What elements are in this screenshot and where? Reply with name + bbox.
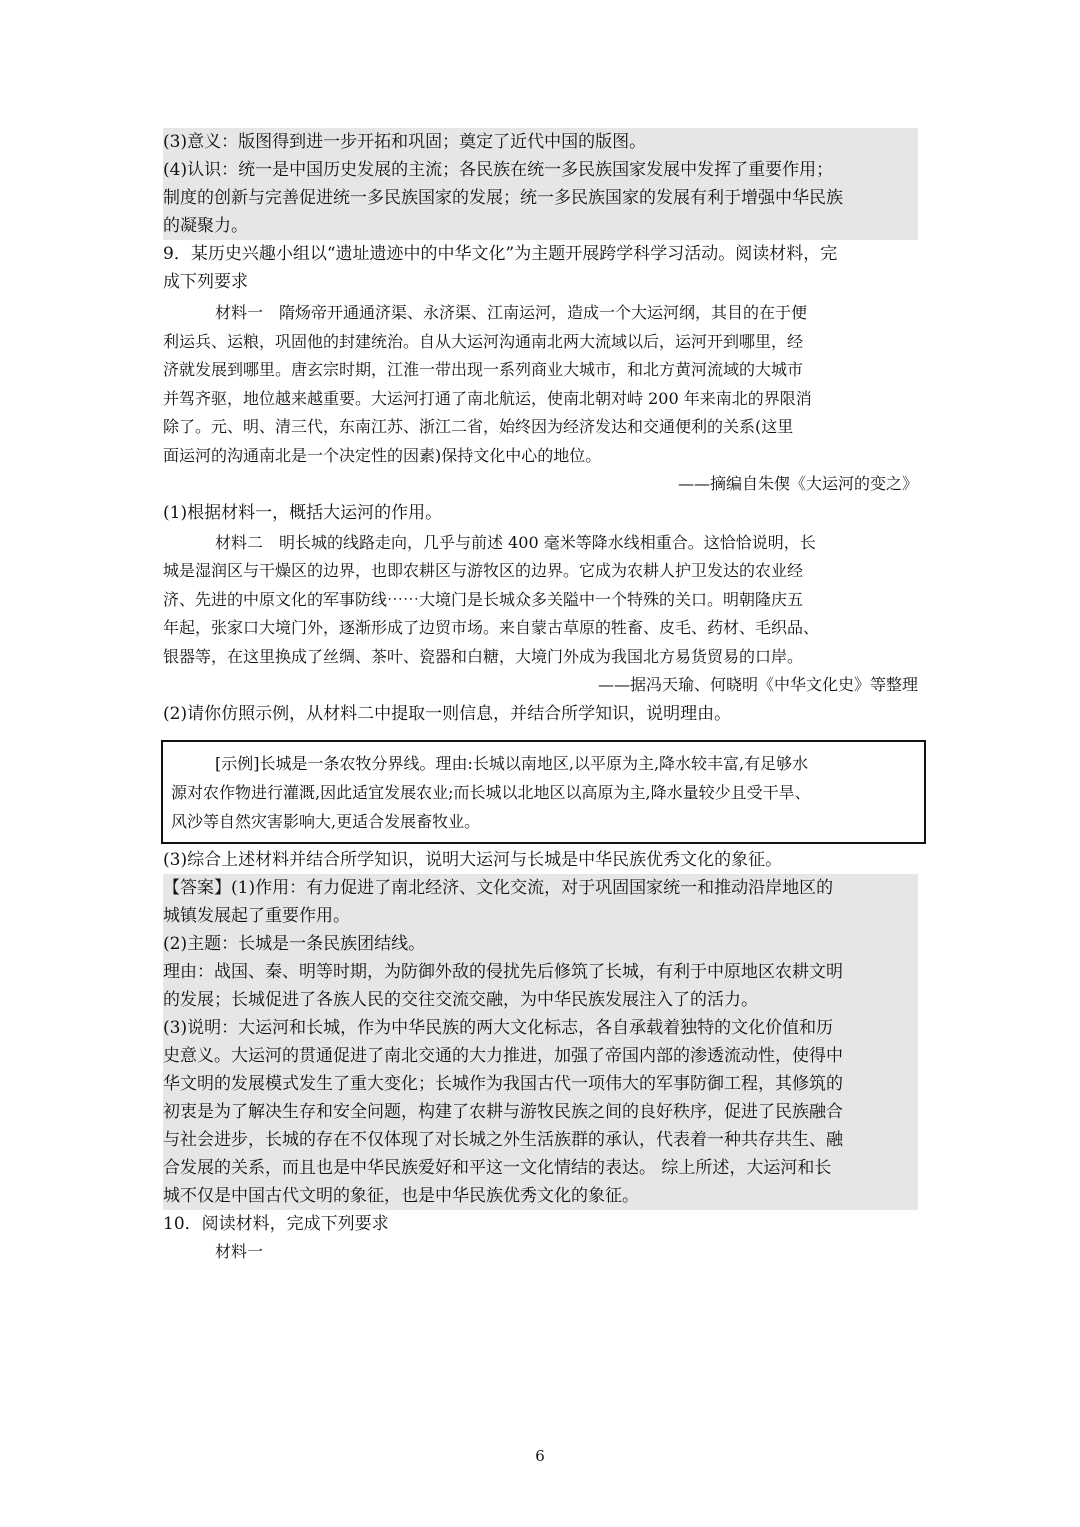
question-10: [163, 1210, 918, 1267]
material-line: 济、先进的中原文化的军事防线⋯⋯大境门是长城众多关隘中一个特殊的关口。明朝隆庆五: [163, 589, 804, 609]
sub-question: (1)根据材料一，概括大运河的作用。: [163, 502, 443, 523]
answer-line: 华文明的发展模式发生了重大变化；长城作为我国古代一项伟大的军事防御工程，其修筑的: [163, 1070, 918, 1098]
answer-line: 城不仅是中国古代文明的象征，也是中华民族优秀文化的象征。: [163, 1182, 918, 1210]
answer-line: 【答案】(1)作用：有力促进了南北经济、文化交流，对于巩固国家统一和推动沿岸地区的: [163, 874, 918, 902]
sub-question: (3)综合上述材料并结合所学知识，说明大运河与长城是中华民族优秀文化的象征。: [163, 849, 783, 870]
answer-line: 的凝聚力。: [163, 212, 918, 240]
answer-line: (3)说明：大运河和长城，作为中华民族的两大文化标志，各自承载着独特的文化价值和历: [163, 1014, 918, 1042]
answer-line: 史意义。大运河的贯通促进了南北交通的大力推进，加强了帝国内部的渗透流动性，使得中: [163, 1042, 918, 1070]
material-line: 材料一 隋炀帝开通通济渠、永济渠、江南运河，造成一个大运河纲，其目的在于便: [215, 303, 808, 322]
question-9: [163, 240, 918, 1210]
page-number: 6: [535, 1447, 545, 1465]
material-line: 除了。元、明、清三代，东南江苏、浙江二省，始终因为经济发达和交通便利的关系(这里: [163, 417, 794, 436]
answer-line: 制度的创新与完善促进统一多民族国家的发展；统一多民族国家的发展有利于增强中华民族: [163, 184, 918, 212]
sub-question: (2)请你仿照示例，从材料二中提取一则信息，并结合所学知识，说明理由。: [163, 703, 732, 724]
example-line: [示例]长城是一条农牧分界线。理由:长城以南地区,以平原为主,降水较丰富,有足够水: [215, 753, 809, 773]
material-line: 年起，张家口大境门外，逐渐形成了边贸市场。来自蒙古草原的牲畜、皮毛、药材、毛织品、: [163, 618, 820, 637]
answer-line: (4)认识：统一是中国历史发展的主流；各民族在统一多民族国家发展中发挥了重要作用；: [163, 156, 918, 184]
material-line: 并驾齐驱，地位越来越重要。大运河打通了南北航运，使南北朝对峙 200 年来南北的界限消: [163, 388, 812, 408]
answer-block-q8: [163, 128, 918, 240]
material-line: 城是湿润区与干燥区的边界，也即农耕区与游牧区的边界。它成为农耕人护卫发达的农业经: [163, 561, 804, 580]
material-line: 材料二 明长城的线路走向，几乎与前述 400 毫米等降水线相重合。这恰恰说明，长: [215, 532, 816, 552]
answer-block-q9: [163, 874, 918, 1210]
answer-line: (3)意义：版图得到进一步开拓和巩固；奠定了近代中国的版图。: [163, 128, 918, 156]
answer-line: (2)主题：长城是一条民族团结线。: [163, 930, 918, 958]
example-line: 源对农作物进行灌溉,因此适宜发展农业;而长城以北地区以高原为主,降水量较少且受干旱、: [171, 782, 811, 802]
material-line: 济就发展到哪里。唐玄宗时期，江淮一带出现一系列商业大城市，和北方黄河流域的大城市: [163, 360, 804, 379]
material-line: 银器等，在这里换成了丝绸、茶叶、瓷器和白糖，大境门外成为我国北方易货贸易的口岸。: [163, 646, 804, 666]
material-2: [163, 529, 918, 700]
question-stem: 10．阅读材料，完成下列要求: [163, 1213, 389, 1234]
answer-line: 合发展的关系，而且也是中华民族爱好和平这一文化情结的表达。 综上所述，大运河和长: [163, 1154, 918, 1182]
answer-line: 城镇发展起了重要作用。: [163, 902, 918, 930]
material-label: 材料一: [215, 1241, 264, 1261]
material-line: 利运兵、运粮，巩固他的封建统治。自从大运河沟通南北两大流域以后，运河开到哪里，经: [163, 331, 804, 351]
answer-line: 与社会进步，长城的存在不仅体现了对长城之外生活族群的承认，代表着一种共存共生、融: [163, 1126, 918, 1154]
example-box: [161, 740, 926, 844]
example-line: 风沙等自然灾害影响大,更适合发展畜牧业。: [171, 811, 481, 831]
document-page: [163, 128, 918, 1266]
material-1: [163, 299, 918, 499]
answer-line: 初衷是为了解决生存和安全问题，构建了农耕与游牧民族之间的良好秩序，促进了民族融合: [163, 1098, 918, 1126]
material-source: ——据冯天瑜、何晓明《中华文化史》等整理: [597, 675, 918, 694]
material-source: ——摘编自朱偰《大运河的变之》: [677, 474, 918, 493]
question-stem: 成下列要求: [163, 272, 248, 292]
answer-line: 理由：战国、秦、明等时期，为防御外敌的侵扰先后修筑了长城，有利于中原地区农耕文明: [163, 958, 918, 986]
question-stem: 9．某历史兴趣小组以“遗址遗迹中的中华文化”为主题开展跨学科学习活动。阅读材料，完: [163, 244, 838, 264]
answer-line: 的发展；长城促进了各族人民的交往交流交融，为中华民族发展注入了的活力。: [163, 986, 918, 1014]
material-line: 面运河的沟通南北是一个决定性的因素)保持文化中心的地位。: [163, 445, 602, 465]
